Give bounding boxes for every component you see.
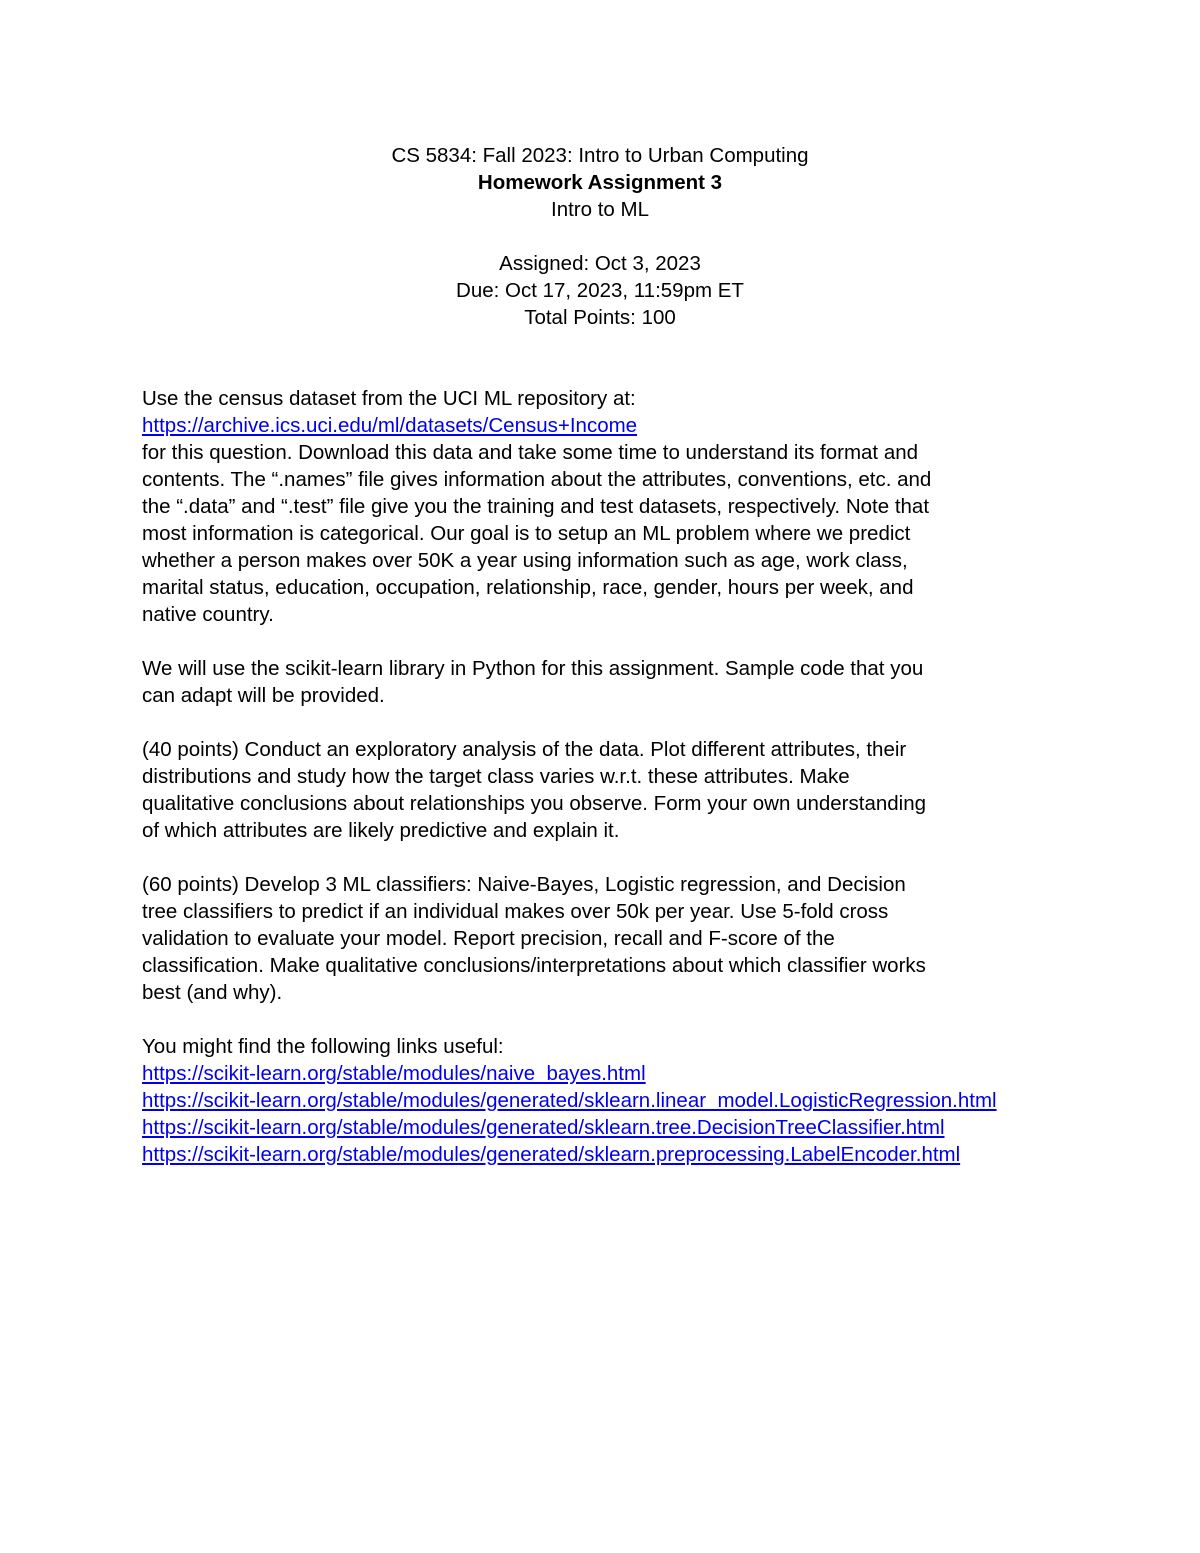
part2-line: tree classifiers to predict if an individual makes over 50k per year. Use 5-fold cross [142,900,889,923]
part2-paragraph [142,871,1062,1006]
label-encoder-link[interactable]: https://scikit-learn.org/stable/modules/generated/sklearn.preprocessing.LabelEncoder.html [142,1143,961,1166]
part2-line: best (and why). [142,981,283,1004]
part1-line: distributions and study how the target class varies w.r.t. these attributes. Make [142,765,850,788]
intro-paragraph [142,385,1062,628]
intro-line: native country. [142,603,274,626]
course-title: CS 5834: Fall 2023: Intro to Urban Computing [391,144,809,167]
due-date: Due: Oct 17, 2023, 11:59pm ET [456,279,744,302]
part1-line: qualitative conclusions about relationships you observe. Form your own understanding [142,792,927,815]
part1-line: of which attributes are likely predictive and explain it. [142,819,620,842]
part2-line: validation to evaluate your model. Report precision, recall and F-score of the [142,927,835,950]
naive-bayes-link[interactable]: https://scikit-learn.org/stable/modules/naive_bayes.html [142,1062,646,1085]
intro-line: whether a person makes over 50K a year using information such as age, work class, [142,549,908,572]
library-paragraph [142,655,1062,709]
assigned-date: Assigned: Oct 3, 2023 [499,252,701,275]
assignment-subtitle: Intro to ML [551,198,649,221]
intro-line: contents. The “.names” file gives information about the attributes, conventions, etc. and [142,468,932,491]
total-points: Total Points: 100 [524,306,676,329]
header-spacer [0,223,1200,250]
header-block [0,142,1200,331]
part1-paragraph [142,736,1062,844]
intro-line: marital status, education, occupation, relationship, race, gender, hours per week, and [142,576,914,599]
intro-line: Use the census dataset from the UCI ML repository at: [142,387,636,410]
links-paragraph [142,1033,1062,1168]
document-body [142,385,1062,1195]
part1-line: (40 points) Conduct an exploratory analysis of the data. Plot different attributes, their [142,738,907,761]
logistic-regression-link[interactable]: https://scikit-learn.org/stable/modules/generated/sklearn.linear_model.LogisticRegression.html [142,1089,997,1112]
library-line: can adapt will be provided. [142,684,385,707]
links-intro: You might find the following links useful: [142,1035,504,1058]
decision-tree-link[interactable]: https://scikit-learn.org/stable/modules/generated/sklearn.tree.DecisionTreeClassifier.html [142,1116,945,1139]
library-line: We will use the scikit-learn library in Python for this assignment. Sample code that you [142,657,924,680]
part2-line: classification. Make qualitative conclusions/interpretations about which classifier works [142,954,926,977]
intro-line: for this question. Download this data and take some time to understand its format and [142,441,919,464]
assignment-title: Homework Assignment 3 [477,171,723,194]
intro-line: most information is categorical. Our goal is to setup an ML problem where we predict [142,522,911,545]
part2-line: (60 points) Develop 3 ML classifiers: Naive-Bayes, Logistic regression, and Decision [142,873,906,896]
intro-line: the “.data” and “.test” file give you the training and test datasets, respectively. Note that [142,495,930,518]
census-dataset-link[interactable]: https://archive.ics.uci.edu/ml/datasets/Census+Income [142,414,638,437]
